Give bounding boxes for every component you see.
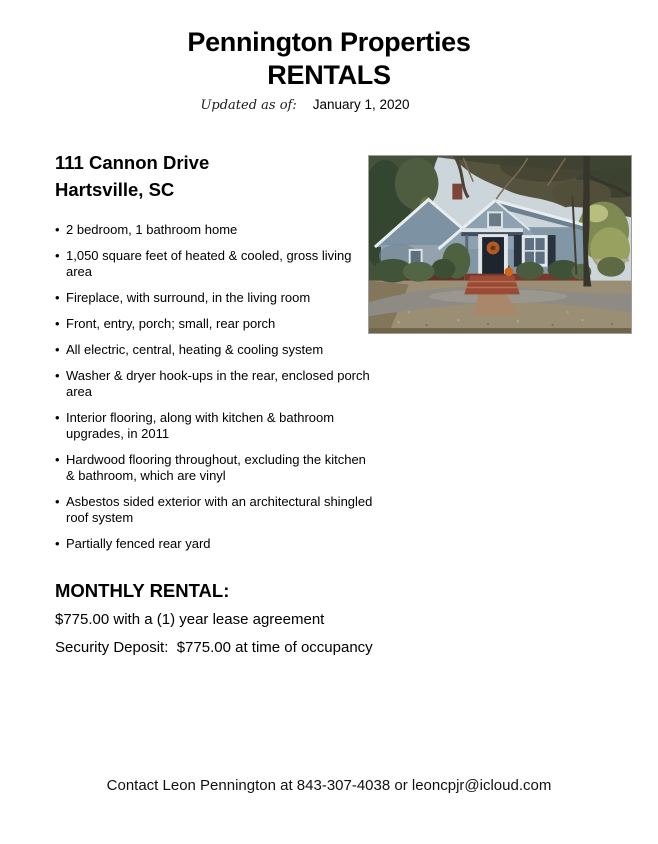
feature-item bbox=[55, 222, 377, 238]
rental-heading: MONTHLY RENTAL: bbox=[55, 580, 230, 601]
bullet-marker: • bbox=[55, 494, 60, 509]
company-title: Pennington Properties bbox=[187, 27, 471, 57]
flyer-header bbox=[0, 26, 658, 113]
house-photo-illustration bbox=[369, 156, 631, 333]
property-address bbox=[55, 149, 209, 203]
feature-text: Interior flooring, along with kitchen & bathroom upgrades, in 2011 bbox=[66, 410, 335, 441]
bullet-marker: • bbox=[55, 316, 60, 331]
feature-text: Asbestos sided exterior with an architectural shingled roof system bbox=[66, 494, 373, 525]
feature-text: Washer & dryer hook-ups in the rear, enclosed porch area bbox=[66, 368, 370, 399]
security-deposit: Security Deposit: $775.00 at time of occupancy bbox=[55, 639, 373, 656]
updated-row bbox=[0, 97, 634, 113]
feature-item bbox=[55, 342, 377, 358]
feature-list bbox=[55, 222, 377, 562]
feature-text: 1,050 square feet of heated & cooled, gross living area bbox=[66, 248, 352, 279]
feature-item bbox=[55, 290, 377, 306]
feature-text: Fireplace, with surround, in the living room bbox=[66, 290, 311, 305]
feature-item bbox=[55, 494, 377, 526]
feature-text: Hardwood flooring throughout, excluding the kitchen & bathroom, which are vinyl bbox=[66, 452, 366, 483]
feature-item bbox=[55, 536, 377, 552]
feature-text: 2 bedroom, 1 bathroom home bbox=[66, 222, 238, 237]
bullet-marker: • bbox=[55, 290, 60, 305]
feature-item bbox=[55, 452, 377, 484]
address-line2: Hartsville, SC bbox=[55, 179, 175, 200]
rental-info bbox=[55, 580, 373, 666]
bullet-marker: • bbox=[55, 368, 60, 383]
feature-item bbox=[55, 248, 377, 280]
bullet-marker: • bbox=[55, 248, 60, 263]
bullet-marker: • bbox=[55, 536, 60, 551]
feature-item bbox=[55, 316, 377, 332]
updated-date: January 1, 2020 bbox=[312, 97, 410, 112]
bullet-marker: • bbox=[55, 342, 60, 357]
address-line1: 111 Cannon Drive bbox=[55, 152, 210, 173]
feature-text: All electric, central, heating & cooling system bbox=[66, 342, 324, 357]
bullet-marker: • bbox=[55, 452, 60, 467]
bullet-marker: • bbox=[55, 222, 60, 237]
feature-item bbox=[55, 410, 377, 442]
feature-item bbox=[55, 368, 377, 400]
contact-line: Contact Leon Pennington at 843-307-4038 or leoncpjr@icloud.com bbox=[106, 777, 552, 794]
feature-text: Partially fenced rear yard bbox=[66, 536, 211, 551]
updated-label: Updated as of: bbox=[200, 98, 297, 113]
rentals-title: RENTALS bbox=[267, 60, 391, 90]
bullet-marker: • bbox=[55, 410, 60, 425]
rental-terms: $775.00 with a (1) year lease agreement bbox=[55, 611, 325, 628]
feature-text: Front, entry, porch; small, rear porch bbox=[66, 316, 276, 331]
property-photo bbox=[368, 155, 632, 334]
